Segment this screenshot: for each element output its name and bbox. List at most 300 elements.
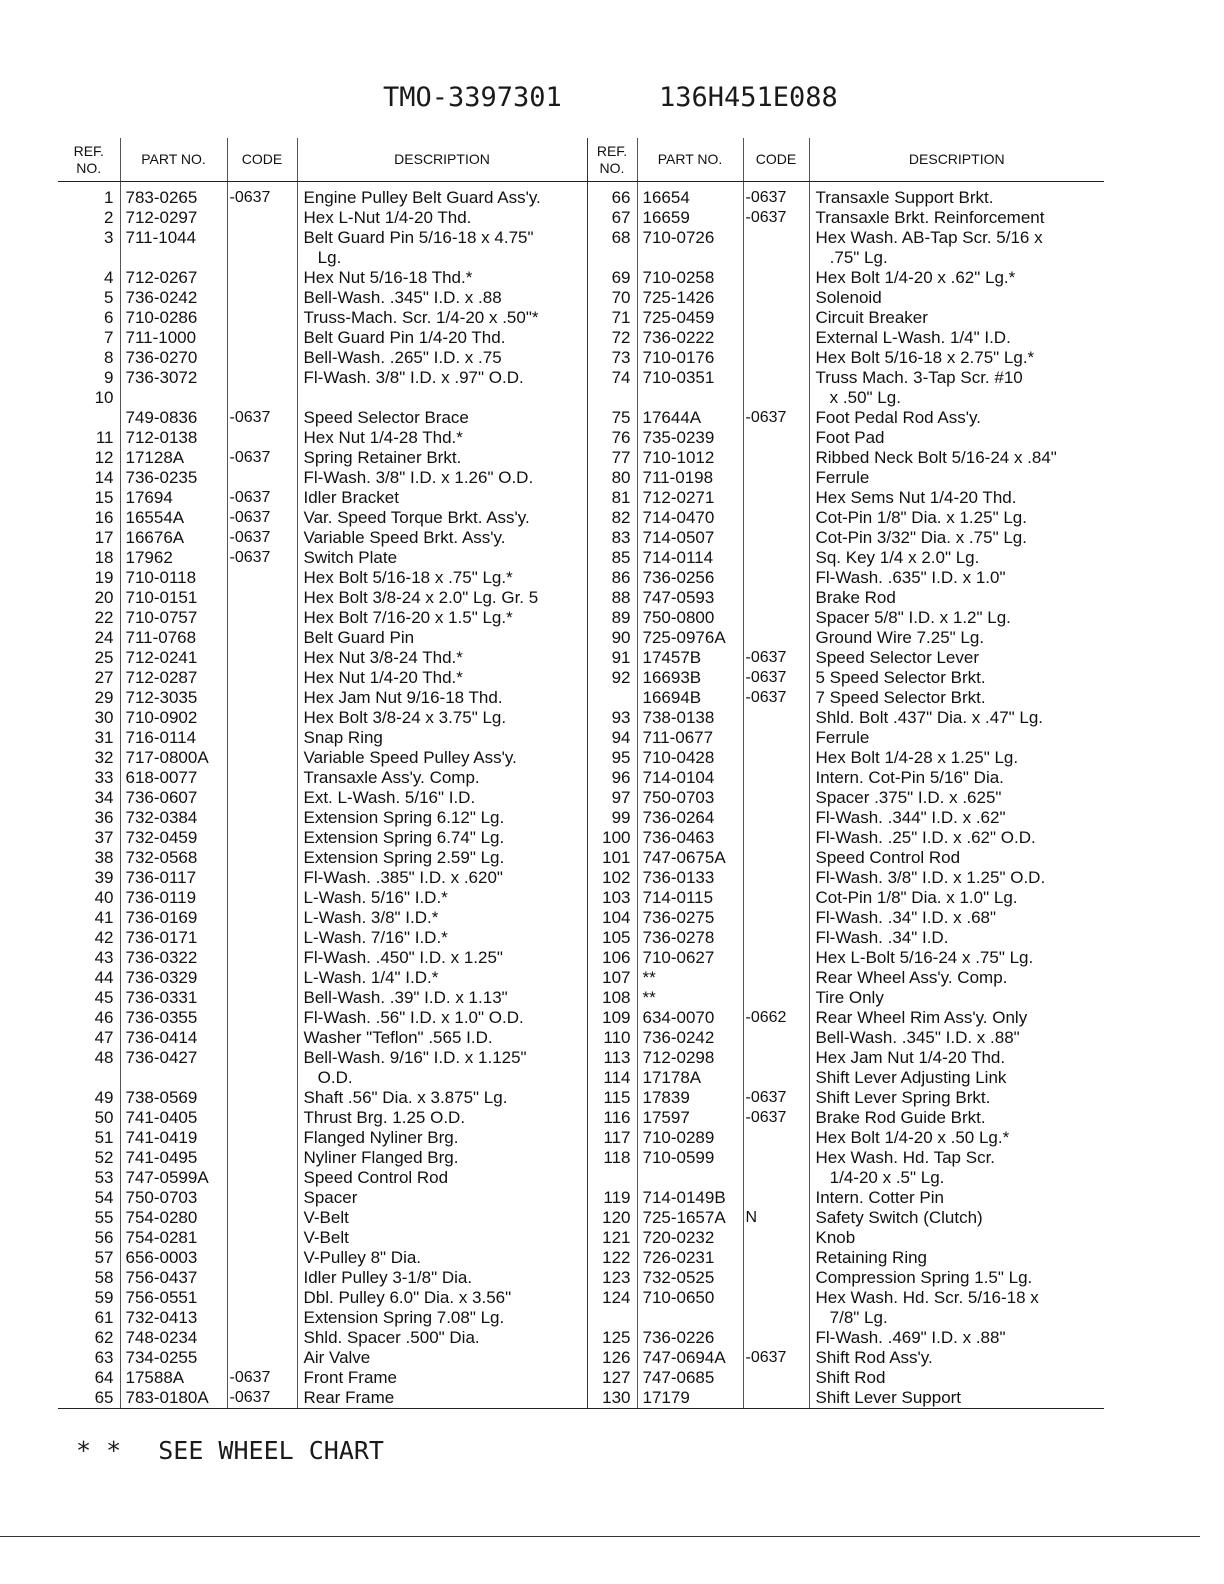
cell-ref-right: 104 bbox=[587, 908, 637, 928]
cell-ref-left: 12 bbox=[94, 448, 114, 467]
cell-description-right: Fl-Wash. 3/8" I.D. x 1.25" O.D. bbox=[809, 868, 1104, 888]
cell-description-right: 7/8" Lg. bbox=[809, 1308, 1104, 1328]
cell-ref-right: 119 bbox=[587, 1188, 637, 1208]
cell-ref-left bbox=[58, 408, 120, 428]
cell-part-right: 736-0264 bbox=[637, 808, 743, 828]
cell-description-right: Retaining Ring bbox=[809, 1248, 1104, 1268]
cell-code-right bbox=[743, 768, 809, 788]
table-row bbox=[58, 448, 1104, 468]
cell-ref-right: 120 bbox=[587, 1208, 637, 1228]
cell-description-left: Extension Spring 6.74" Lg. bbox=[297, 828, 587, 848]
cell-part-left: 711-1000 bbox=[120, 328, 227, 348]
cell-part-right: 747-0685 bbox=[637, 1368, 743, 1388]
cell-ref-left: 56 bbox=[94, 1228, 114, 1247]
cell-part-right: 711-0198 bbox=[637, 468, 743, 488]
cell-code-left: -0637 bbox=[227, 182, 297, 209]
cell-code-right bbox=[743, 1188, 809, 1208]
table-row bbox=[58, 1348, 1104, 1368]
cell-code-left bbox=[227, 668, 297, 688]
cell-description-right: Shift Lever Spring Brkt. bbox=[809, 1088, 1104, 1108]
cell-part-left: 754-0281 bbox=[120, 1228, 227, 1248]
cell-part-right: 710-0599 bbox=[637, 1148, 743, 1168]
cell-ref-left: 47 bbox=[94, 1028, 114, 1047]
cell-part-right: 725-1657A bbox=[637, 1208, 743, 1228]
cell-code-right bbox=[743, 508, 809, 528]
cell-ref-left: 44 bbox=[94, 968, 114, 987]
cell-ref-left: 4 bbox=[104, 268, 114, 287]
cell-part-left: 710-0902 bbox=[120, 708, 227, 728]
cell-part-right: 710-0428 bbox=[637, 748, 743, 768]
table-row bbox=[58, 1248, 1104, 1268]
cell-description-left: Dbl. Pulley 6.0" Dia. x 3.56" bbox=[297, 1288, 587, 1308]
cell-description-left: Engine Pulley Belt Guard Ass'y. bbox=[297, 182, 587, 209]
cell-part-right: 710-0176 bbox=[637, 348, 743, 368]
cell-code-left bbox=[227, 208, 297, 228]
cell-ref-right: 91 bbox=[587, 648, 637, 668]
cell-part-left: 712-3035 bbox=[120, 688, 227, 708]
cell-code-left bbox=[227, 908, 297, 928]
cell-ref-left: 58 bbox=[94, 1268, 114, 1287]
cell-code-left bbox=[227, 648, 297, 668]
cell-code-right bbox=[743, 1048, 809, 1068]
cell-part-right: 710-0351 bbox=[637, 368, 743, 388]
cell-ref-right: 105 bbox=[587, 928, 637, 948]
cell-code-left: -0637 bbox=[227, 548, 297, 568]
cell-ref-right bbox=[587, 688, 637, 708]
cell-part-left: 736-0171 bbox=[120, 928, 227, 948]
cell-description-right: Rear Wheel Rim Ass'y. Only bbox=[809, 1008, 1104, 1028]
cell-code-right bbox=[743, 1308, 809, 1328]
cell-ref-right: 100 bbox=[587, 828, 637, 848]
cell-part-right: 710-0650 bbox=[637, 1288, 743, 1308]
cell-code-left: -0637 bbox=[227, 448, 297, 468]
cell-description-left: Var. Speed Torque Brkt. Ass'y. bbox=[297, 508, 587, 528]
cell-ref-left: 53 bbox=[94, 1168, 114, 1187]
cell-ref-left: 22 bbox=[94, 608, 114, 627]
cell-ref-right: 90 bbox=[587, 628, 637, 648]
cell-code-right: -0637 bbox=[743, 208, 809, 228]
cell-ref-left: 31 bbox=[94, 728, 114, 747]
table-row bbox=[58, 548, 1104, 568]
cell-part-right: 747-0675A bbox=[637, 848, 743, 868]
cell-ref-left bbox=[58, 248, 120, 268]
cell-part-right: 16659 bbox=[637, 208, 743, 228]
cell-ref-right: 126 bbox=[587, 1348, 637, 1368]
cell-code-left: -0637 bbox=[227, 508, 297, 528]
cell-code-left: -0637 bbox=[227, 1388, 297, 1409]
cell-part-left: 17962 bbox=[120, 548, 227, 568]
cell-part-right: 750-0800 bbox=[637, 608, 743, 628]
cell-part-left: 732-0459 bbox=[120, 828, 227, 848]
cell-code-right bbox=[743, 1268, 809, 1288]
cell-part-left: 736-3072 bbox=[120, 368, 227, 388]
cell-part-left: 736-0414 bbox=[120, 1028, 227, 1048]
cell-part-right: 634-0070 bbox=[637, 1008, 743, 1028]
cell-code-left bbox=[227, 1028, 297, 1048]
cell-ref-right: 74 bbox=[587, 368, 637, 388]
cell-description-right: Hex Bolt 5/16-18 x 2.75" Lg.* bbox=[809, 348, 1104, 368]
cell-part-right: 736-0463 bbox=[637, 828, 743, 848]
cell-code-right bbox=[743, 448, 809, 468]
cell-part-right: 736-0133 bbox=[637, 868, 743, 888]
table-row bbox=[58, 208, 1104, 228]
cell-part-right: 710-1012 bbox=[637, 448, 743, 468]
footnote bbox=[76, 1436, 384, 1465]
cell-code-left bbox=[227, 708, 297, 728]
cell-ref-left: 34 bbox=[94, 788, 114, 807]
cell-code-right bbox=[743, 728, 809, 748]
cell-description-right: Ribbed Neck Bolt 5/16-24 x .84" bbox=[809, 448, 1104, 468]
cell-description-right: Truss Mach. 3-Tap Scr. #10 bbox=[809, 368, 1104, 388]
cell-ref-left bbox=[58, 1068, 120, 1088]
cell-code-left bbox=[227, 388, 297, 408]
table-row bbox=[58, 1388, 1104, 1409]
cell-part-right: 714-0149B bbox=[637, 1188, 743, 1208]
cell-part-left: 783-0265 bbox=[120, 182, 227, 209]
cell-part-left: 732-0413 bbox=[120, 1308, 227, 1328]
cell-part-left bbox=[120, 248, 227, 268]
cell-ref-right: 96 bbox=[587, 768, 637, 788]
cell-description-left: L-Wash. 1/4" I.D.* bbox=[297, 968, 587, 988]
cell-code-left bbox=[227, 968, 297, 988]
cell-part-right: 17839 bbox=[637, 1088, 743, 1108]
cell-ref-left: 61 bbox=[94, 1308, 114, 1327]
table-row bbox=[58, 368, 1104, 388]
cell-code-left bbox=[227, 248, 297, 268]
cell-part-left bbox=[120, 1068, 227, 1088]
col-header-description-left: DESCRIPTION bbox=[297, 138, 587, 182]
cell-part-left: 712-0297 bbox=[120, 208, 227, 228]
cell-code-right bbox=[743, 1028, 809, 1048]
col-header-part-left: PART NO. bbox=[120, 138, 227, 182]
cell-ref-left: 32 bbox=[94, 748, 114, 767]
cell-ref-left: 63 bbox=[94, 1348, 114, 1367]
cell-part-right: 16694B bbox=[637, 688, 743, 708]
cell-part-left: 756-0551 bbox=[120, 1288, 227, 1308]
cell-part-right: 732-0525 bbox=[637, 1268, 743, 1288]
table-row bbox=[58, 1168, 1104, 1188]
cell-description-right: Hex Wash. Hd. Scr. 5/16-18 x bbox=[809, 1288, 1104, 1308]
table-row bbox=[58, 1148, 1104, 1168]
cell-ref-right bbox=[587, 248, 637, 268]
cell-code-left bbox=[227, 1268, 297, 1288]
cell-ref-right: 73 bbox=[587, 348, 637, 368]
cell-ref-right: 82 bbox=[587, 508, 637, 528]
cell-description-right: Fl-Wash. .25" I.D. x .62" O.D. bbox=[809, 828, 1104, 848]
cell-description-left: Fl-Wash. .56" I.D. x 1.0" O.D. bbox=[297, 1008, 587, 1028]
cell-code-right: -0637 bbox=[743, 182, 809, 209]
cell-description-right: Ground Wire 7.25" Lg. bbox=[809, 628, 1104, 648]
cell-part-right bbox=[637, 388, 743, 408]
table-row bbox=[58, 182, 1104, 209]
cell-part-left: 736-0235 bbox=[120, 468, 227, 488]
cell-part-right: 736-0222 bbox=[637, 328, 743, 348]
cell-part-left: 741-0495 bbox=[120, 1148, 227, 1168]
cell-part-right: 725-0459 bbox=[637, 308, 743, 328]
cell-description-right: Solenoid bbox=[809, 288, 1104, 308]
cell-description-left bbox=[297, 388, 587, 408]
cell-code-right bbox=[743, 628, 809, 648]
cell-part-left: 710-0286 bbox=[120, 308, 227, 328]
cell-part-left: 734-0255 bbox=[120, 1348, 227, 1368]
col-header-code-left: CODE bbox=[227, 138, 297, 182]
cell-description-left: Belt Guard Pin 1/4-20 Thd. bbox=[297, 328, 587, 348]
cell-code-right bbox=[743, 808, 809, 828]
cell-description-right: Hex Jam Nut 1/4-20 Thd. bbox=[809, 1048, 1104, 1068]
cell-part-left: 712-0138 bbox=[120, 428, 227, 448]
cell-description-right: Shift Lever Adjusting Link bbox=[809, 1068, 1104, 1088]
cell-part-right: 714-0114 bbox=[637, 548, 743, 568]
cell-description-right: Shift Rod bbox=[809, 1368, 1104, 1388]
cell-description-right: Bell-Wash. .345" I.D. x .88" bbox=[809, 1028, 1104, 1048]
cell-description-right: x .50" Lg. bbox=[809, 388, 1104, 408]
cell-ref-left: 48 bbox=[94, 1048, 114, 1067]
table-row bbox=[58, 408, 1104, 428]
cell-description-left: Air Valve bbox=[297, 1348, 587, 1368]
table-row bbox=[58, 508, 1104, 528]
cell-description-left: Belt Guard Pin 5/16-18 x 4.75" bbox=[297, 228, 587, 248]
cell-part-right: 711-0677 bbox=[637, 728, 743, 748]
cell-description-left: L-Wash. 7/16" I.D.* bbox=[297, 928, 587, 948]
cell-ref-right: 109 bbox=[587, 1008, 637, 1028]
cell-description-left: Hex Bolt 3/8-24 x 3.75" Lg. bbox=[297, 708, 587, 728]
table-row bbox=[58, 1128, 1104, 1148]
cell-code-right bbox=[743, 288, 809, 308]
cell-part-right: 736-0275 bbox=[637, 908, 743, 928]
cell-part-left: 16676A bbox=[120, 528, 227, 548]
cell-description-left: O.D. bbox=[297, 1068, 587, 1088]
cell-description-right: Fl-Wash. .469" I.D. x .88" bbox=[809, 1328, 1104, 1348]
cell-part-left: 712-0241 bbox=[120, 648, 227, 668]
cell-ref-left: 33 bbox=[94, 768, 114, 787]
cell-description-right: Cot-Pin 3/32" Dia. x .75" Lg. bbox=[809, 528, 1104, 548]
cell-ref-left: 19 bbox=[94, 568, 114, 587]
cell-ref-left: 55 bbox=[94, 1208, 114, 1227]
cell-code-right bbox=[743, 548, 809, 568]
cell-ref-right bbox=[587, 1168, 637, 1188]
cell-code-left bbox=[227, 1328, 297, 1348]
cell-part-right bbox=[637, 248, 743, 268]
cell-code-right bbox=[743, 268, 809, 288]
cell-code-right bbox=[743, 988, 809, 1008]
cell-ref-right: 72 bbox=[587, 328, 637, 348]
cell-part-left: 736-0329 bbox=[120, 968, 227, 988]
cell-code-left bbox=[227, 1128, 297, 1148]
table-header-row bbox=[58, 138, 1104, 182]
cell-code-left bbox=[227, 768, 297, 788]
cell-code-right bbox=[743, 1228, 809, 1248]
cell-code-left bbox=[227, 988, 297, 1008]
table-row bbox=[58, 908, 1104, 928]
bottom-rule bbox=[0, 1536, 1200, 1537]
cell-part-left: 656-0003 bbox=[120, 1248, 227, 1268]
cell-code-right bbox=[743, 928, 809, 948]
cell-code-right bbox=[743, 488, 809, 508]
cell-code-left bbox=[227, 568, 297, 588]
table-row bbox=[58, 948, 1104, 968]
cell-part-left: 747-0599A bbox=[120, 1168, 227, 1188]
cell-description-left: Ext. L-Wash. 5/16" I.D. bbox=[297, 788, 587, 808]
cell-ref-left: 39 bbox=[94, 868, 114, 887]
cell-description-right: Sq. Key 1/4 x 2.0" Lg. bbox=[809, 548, 1104, 568]
cell-code-right: -0637 bbox=[743, 668, 809, 688]
cell-code-left bbox=[227, 428, 297, 448]
cell-part-left: 711-1044 bbox=[120, 228, 227, 248]
cell-ref-left: 3 bbox=[104, 228, 114, 247]
cell-ref-right: 94 bbox=[587, 728, 637, 748]
cell-description-right: Brake Rod Guide Brkt. bbox=[809, 1108, 1104, 1128]
cell-part-right: 712-0271 bbox=[637, 488, 743, 508]
cell-code-left bbox=[227, 848, 297, 868]
cell-ref-left: 24 bbox=[94, 628, 114, 647]
cell-part-right: 736-0226 bbox=[637, 1328, 743, 1348]
table-row bbox=[58, 388, 1104, 408]
table-row bbox=[58, 1028, 1104, 1048]
table-row bbox=[58, 628, 1104, 648]
parts-list-body bbox=[58, 182, 1104, 1409]
table-row bbox=[58, 1048, 1104, 1068]
cell-description-right: Hex Bolt 1/4-28 x 1.25" Lg. bbox=[809, 748, 1104, 768]
cell-part-right: 736-0256 bbox=[637, 568, 743, 588]
cell-code-left bbox=[227, 588, 297, 608]
cell-code-left bbox=[227, 268, 297, 288]
cell-code-right bbox=[743, 348, 809, 368]
cell-part-right bbox=[637, 1308, 743, 1328]
table-row bbox=[58, 1008, 1104, 1028]
cell-part-left: 749-0836 bbox=[120, 408, 227, 428]
cell-code-right bbox=[743, 948, 809, 968]
cell-description-left: V-Belt bbox=[297, 1228, 587, 1248]
table-row bbox=[58, 588, 1104, 608]
cell-description-right: Transaxle Support Brkt. bbox=[809, 182, 1104, 209]
cell-part-left: 736-0117 bbox=[120, 868, 227, 888]
cell-code-right bbox=[743, 248, 809, 268]
cell-ref-left: 54 bbox=[94, 1188, 114, 1207]
cell-code-right: -0637 bbox=[743, 648, 809, 668]
cell-ref-right: 77 bbox=[587, 448, 637, 468]
cell-code-left bbox=[227, 368, 297, 388]
cell-ref-left: 8 bbox=[104, 348, 114, 367]
cell-code-right bbox=[743, 1168, 809, 1188]
cell-part-right: 735-0239 bbox=[637, 428, 743, 448]
cell-code-left bbox=[227, 1088, 297, 1108]
cell-description-left: Spring Retainer Brkt. bbox=[297, 448, 587, 468]
cell-part-left: 711-0768 bbox=[120, 628, 227, 648]
cell-ref-right: 102 bbox=[587, 868, 637, 888]
cell-description-left: Spacer bbox=[297, 1188, 587, 1208]
table-row bbox=[58, 348, 1104, 368]
cell-part-right: 16693B bbox=[637, 668, 743, 688]
cell-part-left: 738-0569 bbox=[120, 1088, 227, 1108]
cell-ref-right: 95 bbox=[587, 748, 637, 768]
cell-ref-left: 37 bbox=[94, 828, 114, 847]
table-row bbox=[58, 828, 1104, 848]
cell-part-right: 747-0593 bbox=[637, 588, 743, 608]
cell-description-right: Transaxle Brkt. Reinforcement bbox=[809, 208, 1104, 228]
table-row bbox=[58, 1288, 1104, 1308]
cell-description-right: Ferrule bbox=[809, 468, 1104, 488]
cell-description-left: Hex Bolt 3/8-24 x 2.0" Lg. Gr. 5 bbox=[297, 588, 587, 608]
cell-part-right: 710-0726 bbox=[637, 228, 743, 248]
cell-ref-left: 15 bbox=[94, 488, 114, 507]
cell-description-left: Rear Frame bbox=[297, 1388, 587, 1409]
cell-code-right bbox=[743, 1148, 809, 1168]
cell-description-left: Hex Bolt 7/16-20 x 1.5" Lg.* bbox=[297, 608, 587, 628]
serial-number: 136H451E088 bbox=[659, 82, 838, 113]
cell-code-right bbox=[743, 908, 809, 928]
cell-ref-right: 80 bbox=[587, 468, 637, 488]
cell-code-right bbox=[743, 228, 809, 248]
cell-description-right: Compression Spring 1.5" Lg. bbox=[809, 1268, 1104, 1288]
cell-ref-right: 81 bbox=[587, 488, 637, 508]
cell-code-left bbox=[227, 888, 297, 908]
cell-part-right: 738-0138 bbox=[637, 708, 743, 728]
table-row bbox=[58, 428, 1104, 448]
cell-code-left bbox=[227, 828, 297, 848]
footnote-stars: * * bbox=[76, 1436, 122, 1465]
cell-description-right: Rear Wheel Ass'y. Comp. bbox=[809, 968, 1104, 988]
col-header-description-right: DESCRIPTION bbox=[809, 138, 1104, 182]
cell-code-right bbox=[743, 468, 809, 488]
cell-ref-left: 52 bbox=[94, 1148, 114, 1167]
cell-code-left bbox=[227, 308, 297, 328]
table-row bbox=[58, 848, 1104, 868]
cell-code-left: -0637 bbox=[227, 408, 297, 428]
cell-ref-right bbox=[587, 1308, 637, 1328]
cell-description-left: Fl-Wash. 3/8" I.D. x 1.26" O.D. bbox=[297, 468, 587, 488]
table-row bbox=[58, 528, 1104, 548]
cell-description-left: Speed Selector Brace bbox=[297, 408, 587, 428]
table-row bbox=[58, 488, 1104, 508]
cell-ref-right: 106 bbox=[587, 948, 637, 968]
cell-description-left: Transaxle Ass'y. Comp. bbox=[297, 768, 587, 788]
cell-ref-right: 116 bbox=[587, 1108, 637, 1128]
cell-ref-right: 69 bbox=[587, 268, 637, 288]
cell-code-right bbox=[743, 748, 809, 768]
cell-description-right: Cot-Pin 1/8" Dia. x 1.25" Lg. bbox=[809, 508, 1104, 528]
cell-description-left: Extension Spring 7.08" Lg. bbox=[297, 1308, 587, 1328]
cell-ref-right: 83 bbox=[587, 528, 637, 548]
cell-description-right: Knob bbox=[809, 1228, 1104, 1248]
table-row bbox=[58, 1368, 1104, 1388]
cell-part-right: 714-0470 bbox=[637, 508, 743, 528]
cell-code-left bbox=[227, 628, 297, 648]
cell-part-left: 750-0703 bbox=[120, 1188, 227, 1208]
cell-ref-left: 10 bbox=[94, 388, 114, 407]
cell-ref-right: 108 bbox=[587, 988, 637, 1008]
cell-ref-left: 14 bbox=[94, 468, 114, 487]
cell-code-right bbox=[743, 1068, 809, 1088]
cell-ref-right: 122 bbox=[587, 1248, 637, 1268]
cell-code-right: -0637 bbox=[743, 408, 809, 428]
cell-description-right: Shld. Bolt .437" Dia. x .47" Lg. bbox=[809, 708, 1104, 728]
cell-part-right: 17644A bbox=[637, 408, 743, 428]
cell-description-left: Bell-Wash. 9/16" I.D. x 1.125" bbox=[297, 1048, 587, 1068]
table-row bbox=[58, 1068, 1104, 1088]
cell-part-right: 712-0298 bbox=[637, 1048, 743, 1068]
cell-part-left: 710-0757 bbox=[120, 608, 227, 628]
cell-description-left: Bell-Wash. .345" I.D. x .88 bbox=[297, 288, 587, 308]
cell-ref-left: 6 bbox=[104, 308, 114, 327]
cell-ref-right: 93 bbox=[587, 708, 637, 728]
cell-description-left: Extension Spring 2.59" Lg. bbox=[297, 848, 587, 868]
cell-part-left: 16554A bbox=[120, 508, 227, 528]
cell-ref-left: 50 bbox=[94, 1108, 114, 1127]
cell-description-left: Fl-Wash. .385" I.D. x .620" bbox=[297, 868, 587, 888]
cell-ref-left: 9 bbox=[104, 368, 114, 387]
cell-part-right: 720-0232 bbox=[637, 1228, 743, 1248]
cell-part-right: 17178A bbox=[637, 1068, 743, 1088]
